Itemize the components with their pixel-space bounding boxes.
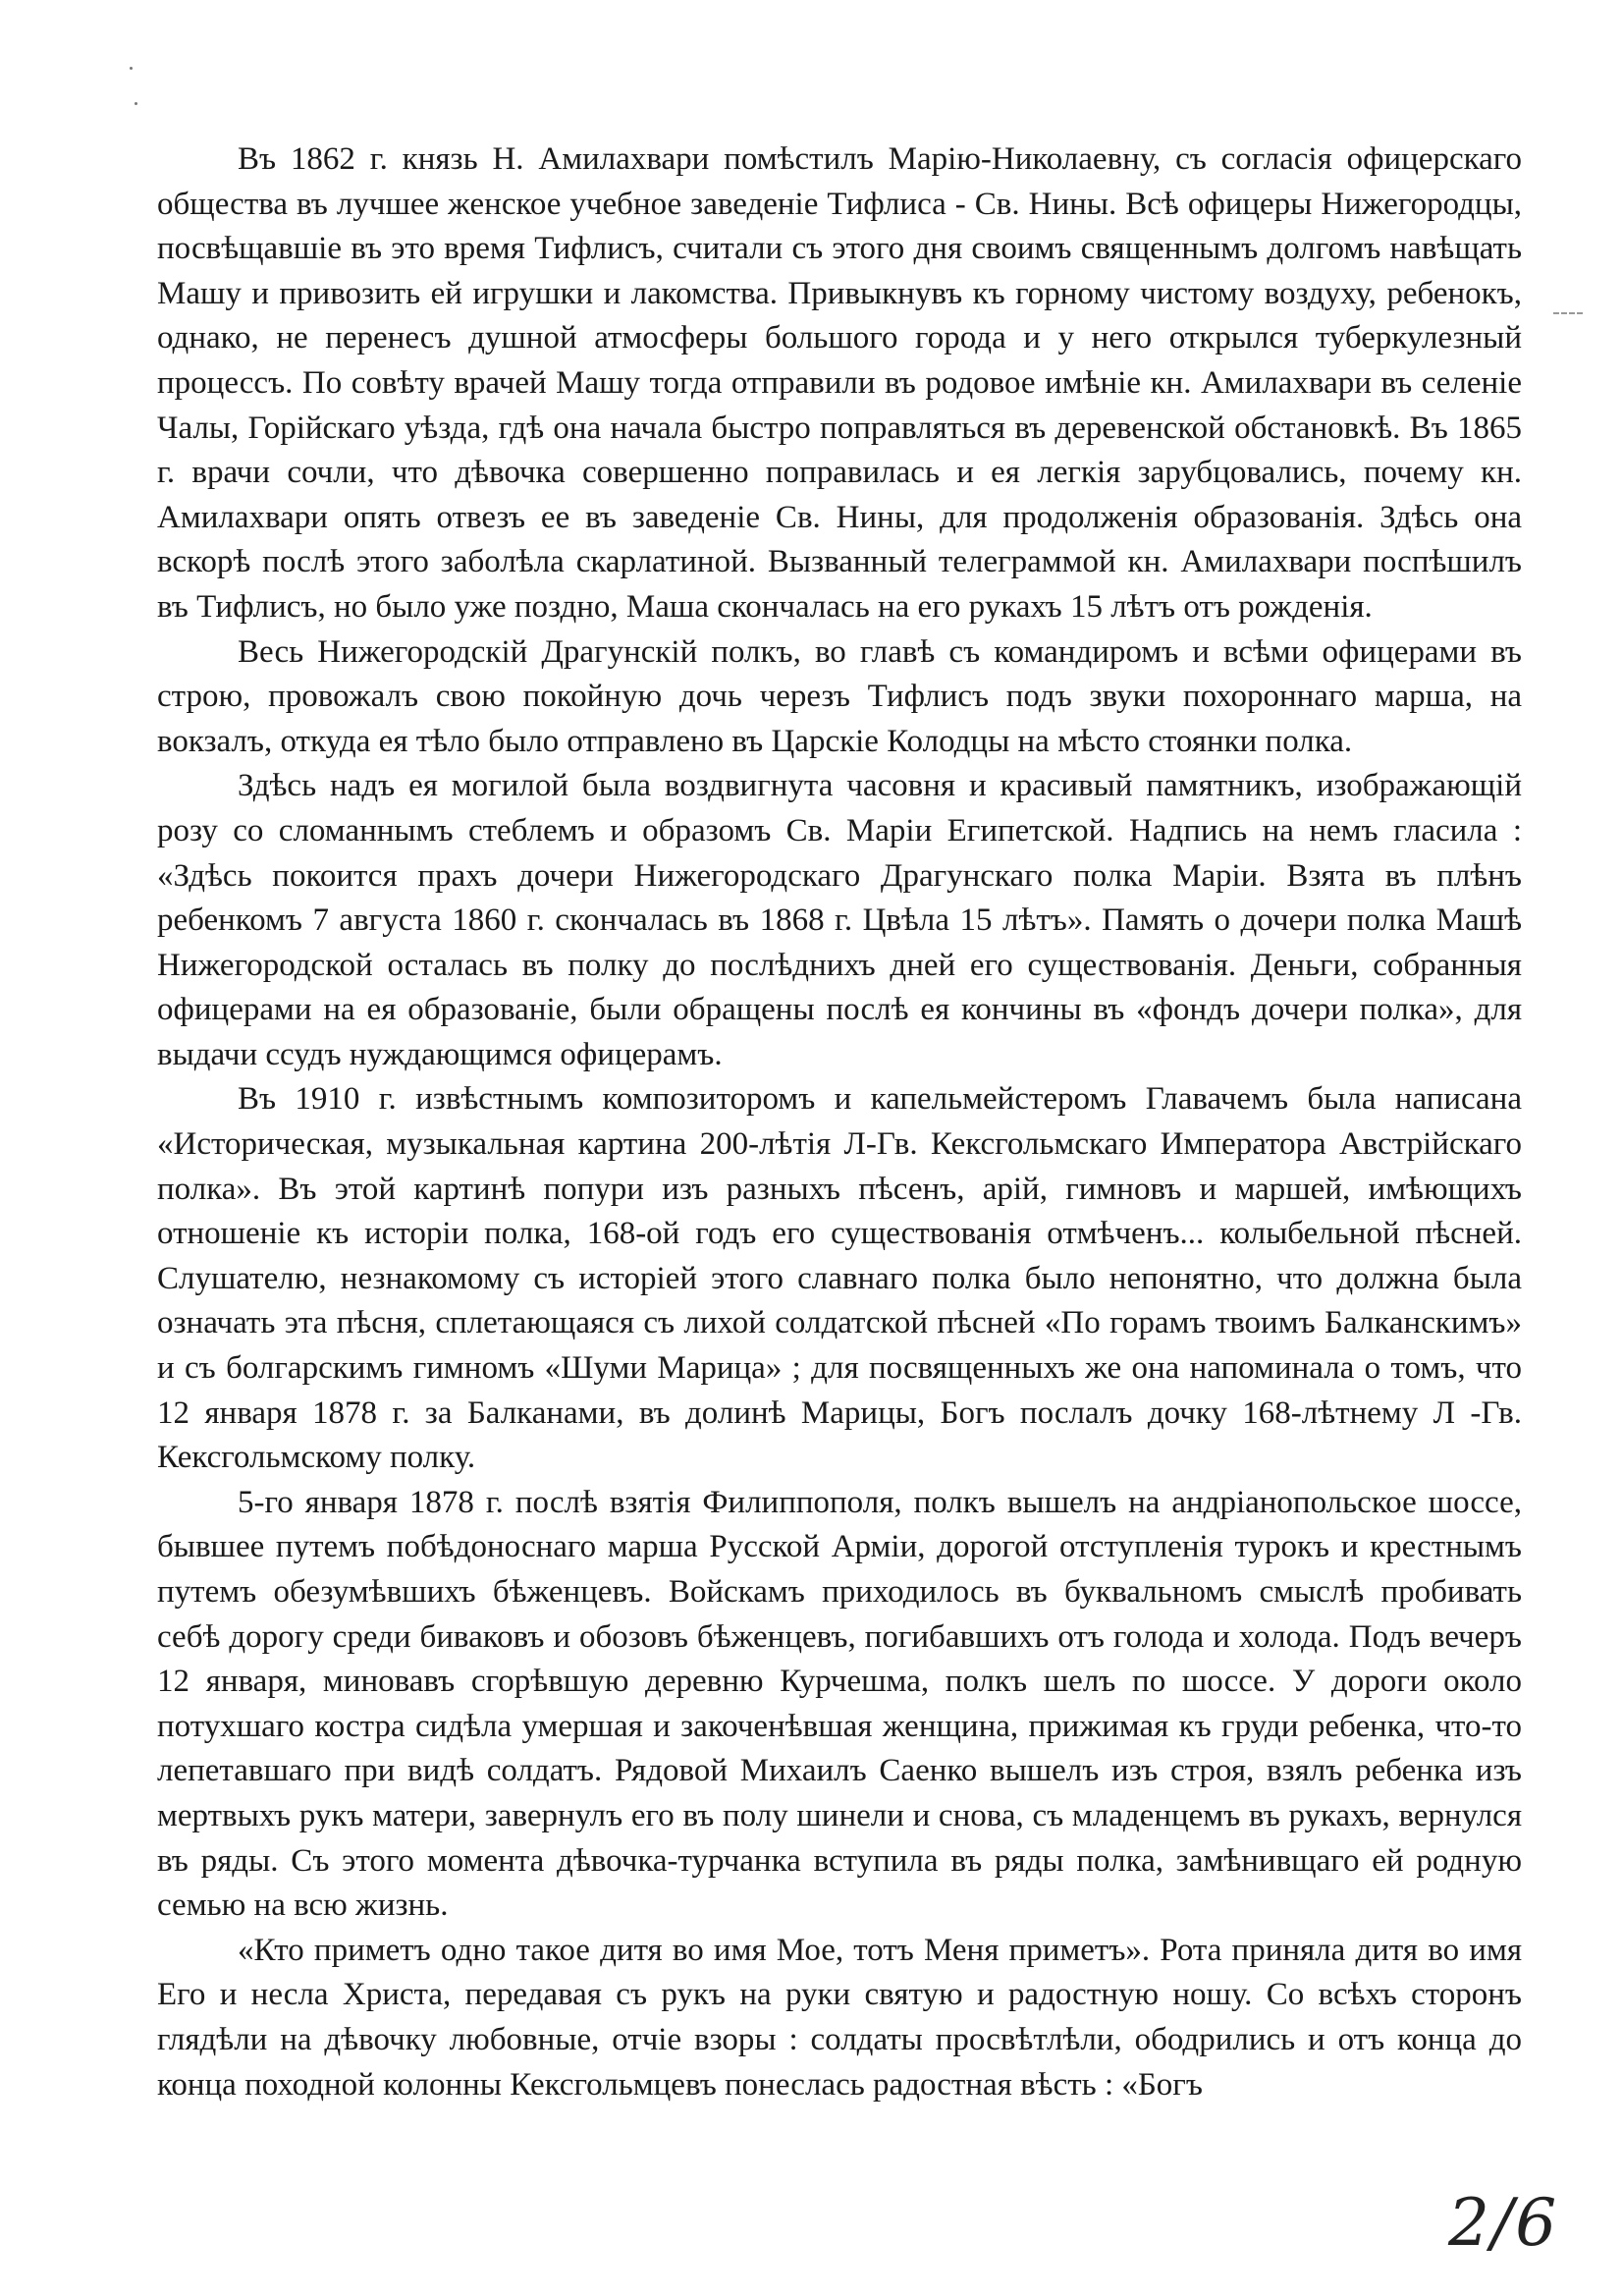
scan-speck bbox=[130, 67, 133, 70]
paragraph: 5-го января 1878 г. послѣ взятія Филиппополя, полкъ вышелъ на андріанопольское шоссе, бывшее путемъ побѣдоноснаго марша Русской Арміи, дорогой отступленія турокъ и крестнымъ путемъ обезумѣвшихъ бѣженцевъ. Войскамъ приходилось въ буквальномъ смыслѣ пробивать себѣ дорогу среди биваковъ и обозовъ бѣженцевъ, погибавшихъ отъ голода и холода. Подъ вечеръ 12 января, миновавъ сгорѣвшую деревню Курчешма, полкъ шелъ по шоссе. У дороги около потухшаго костра сидѣла умершая и закоченѣвшая женщина, прижимая къ груди ребенка, что-то лепетавшаго при видѣ солдатъ. Рядовой Михаилъ Саенко вышелъ изъ строя, взялъ ребенка изъ мертвыхъ рукъ матери, завернулъ его въ полу шинели и снова, съ младенцемъ въ рукахъ, вернулся въ ряды. Съ этого момента дѣвочка-турчанка вступила въ ряды полка, замѣнивщаго ей родную семью на всю жизнь. bbox=[157, 1484, 1522, 1924]
page-number: 2/6 bbox=[1448, 2185, 1559, 2261]
scan-speck bbox=[135, 102, 137, 105]
paragraph: Въ 1910 г. извѣстнымъ композиторомъ и капельмейстеромъ Главачемъ была написана «Историческая, музыкальная картина 200-лѣтія Л-Гв. Кексгольмскаго Императора Австрійскаго полка». Въ этой картинѣ попури изъ разныхъ пѣсенъ, арій, гимновъ и маршей, имѣющихъ отношеніе къ исторіи полка, 168-ой годъ его существованія отмѣченъ... колыбельной пѣсней. Слушателю, незнакомому съ исторіей этого славнаго полка было непонятно, что должна была означать эта пѣсня, сплетающаяся съ лихой солдатской пѣсней «По горамъ твоимъ Балканскимъ» и съ болгарскимъ гимномъ «Шуми Марица» ; для посвященныхъ же она напоминала о томъ, что 12 января 1878 г. за Балканами, въ долинѣ Марицы, Богъ послалъ дочку 168-лѣтнему Л -Гв. Кексгольмскому полку. bbox=[157, 1081, 1522, 1476]
paragraph: Въ 1862 г. князь Н. Амилахвари помѣстилъ Марію-Николаевну, съ согласія офицерскаго общества въ лучшее женское учебное заведеніе Тифлиса - Св. Нины. Всѣ офицеры Нижегородцы, посвѣщавшіе въ это время Тифлисъ, считали съ этого дня своимъ священнымъ долгомъ навѣщать Машу и привозить ей игрушки и лакомства. Привыкнувъ къ горному чистому воздуху, ребенокъ, однако, не перенесъ душной атмосферы большого города и у него открылся туберкулезный процессъ. По совѣту врачей Машу тогда отправили въ родовое имѣніе кн. Амилахвари въ селеніе Чалы, Горійскаго уѣзда, гдѣ она начала быстро поправляться въ деревенской обстановкѣ. Въ 1865 г. врачи сочли, что дѣвочка совершенно поправилась и ея легкія зарубцовались, почему кн. Амилахвари опять отвезъ ее въ заведеніе Св. Нины, для продолженія образованія. Здѣсь она вскорѣ послѣ этого заболѣла скарлатиной. Вызванный телеграммой кн. Амилахвари поспѣшилъ въ Тифлисъ, но было уже поздно, Маша скончалась на его рукахъ 15 лѣтъ отъ рожденія. bbox=[157, 141, 1522, 625]
paragraph: «Кто приметъ одно такое дитя во имя Мое, тотъ Меня приметъ». Рота приняла дитя во имя Его и несла Христа, передавая съ рукъ на руки святую и радостную ношу. Со всѣхъ сторонъ глядѣли на дѣвочку любовные, отчіе взоры : солдаты просвѣтлѣли, ободрились и отъ конца до конца походной колонны Кексгольмцевъ понеслась радостная вѣсть : «Богъ bbox=[157, 1932, 1522, 2103]
paragraph: Здѣсь надъ ея могилой была воздвигнута часовня и красивый памятникъ, изображающій розу со сломаннымъ стеблемъ и образомъ Св. Маріи Египетской. Надпись на немъ гласила : «Здѣсь покоится прахъ дочери Нижегородскаго Драгунскаго полка Маріи. Взята въ плѣнъ ребенкомъ 7 августа 1860 г. скончалась въ 1868 г. Цвѣла 15 лѣтъ». Память о дочери полка Машѣ Нижегородской осталась въ полку до послѣднихъ дней его существованія. Деньги, собранныя офицерами на ея образованіе, были обращены послѣ ея кончины въ «фондъ дочери полка», для выдачи ссудъ нуждающимся офицерамъ. bbox=[157, 768, 1522, 1072]
margin-mark bbox=[1553, 312, 1583, 316]
paragraph: Весь Нижегородскій Драгунскій полкъ, во главѣ съ командиромъ и всѣми офицерами въ строю, провожалъ свою покойную дочь черезъ Тифлисъ подъ звуки похороннаго марша, на вокзалъ, откуда ея тѣло было отправлено въ Царскіе Колодцы на мѣсто стоянки полка. bbox=[157, 633, 1522, 759]
document-body bbox=[157, 137, 1522, 2107]
